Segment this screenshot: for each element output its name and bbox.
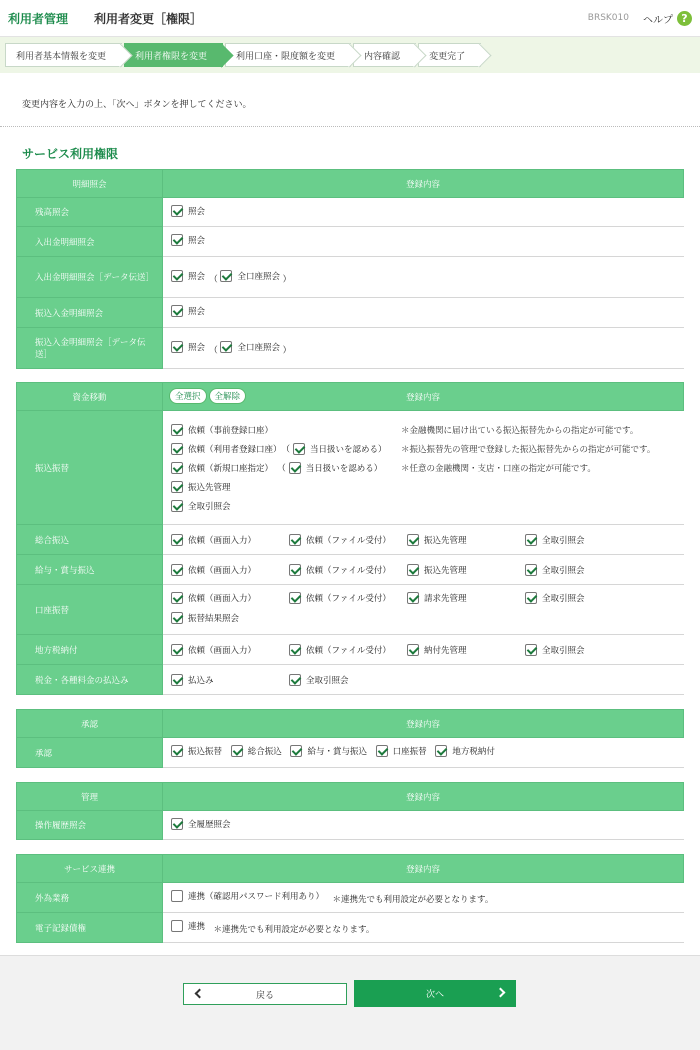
checkbox-icon[interactable] — [171, 818, 183, 830]
checkbox-item[interactable] — [289, 592, 407, 604]
checkbox-icon[interactable] — [171, 270, 183, 282]
checkbox-icon[interactable] — [289, 534, 301, 546]
checkbox-icon[interactable] — [171, 424, 183, 436]
checkbox-icon[interactable] — [171, 443, 183, 455]
checkbox-label: 依頼（ファイル受付） — [306, 594, 391, 604]
checkbox-item[interactable] — [525, 592, 643, 604]
help-icon[interactable]: ? — [677, 11, 692, 26]
row-label: 振込入金明細照会 — [17, 298, 163, 328]
checkbox-forex-coop[interactable] — [171, 890, 324, 902]
checkbox-label: 総合振込 — [247, 747, 282, 757]
checkbox-label: 依頼（事前登録口座） — [188, 425, 274, 436]
transfer-note: ＊金融機関に届け出ている振込振替先からの指定が可能です。 — [401, 425, 639, 436]
registration-header: 登録内容 — [163, 855, 684, 883]
checkbox-icon[interactable] — [171, 341, 183, 353]
row-label: 口座振替 — [17, 585, 163, 635]
checkbox-label: 振込先管理 — [188, 482, 231, 493]
row-label: 電子記録債権 — [17, 913, 163, 943]
checkbox-same-day[interactable] — [289, 462, 301, 474]
checkbox-item[interactable] — [171, 564, 289, 576]
checkbox-icon[interactable] — [525, 564, 537, 576]
checkbox-transfer-deposit-data-inquiry[interactable] — [171, 341, 205, 353]
page-title: 利用者変更［権限］ — [94, 11, 203, 26]
checkbox-label: 照会 — [188, 206, 206, 217]
checkbox-icon[interactable] — [525, 592, 537, 604]
checkbox-label: 照会 — [188, 236, 206, 246]
checkbox-item[interactable] — [171, 592, 289, 604]
checkbox-label: 振込先管理 — [424, 565, 467, 576]
section-title: サービス利用権限 — [22, 147, 119, 161]
page-header — [0, 0, 700, 37]
checkbox-icon[interactable] — [171, 612, 183, 624]
transfer-note: ＊振込振替先の管理で登録した振込振替先からの指定が可能です。 — [401, 444, 656, 455]
checkbox-icon[interactable] — [376, 745, 388, 757]
checkbox-label: 依頼（画面入力） — [188, 594, 257, 604]
instruction-text: 変更内容を入力の上、「次へ」ボタンを押してください。 — [0, 73, 700, 127]
checkbox-label: 当日扱いを認める — [310, 444, 379, 455]
registration-header-cell — [163, 383, 684, 411]
row-label: 操作履歴照会 — [17, 811, 163, 840]
checkbox-item[interactable] — [171, 674, 289, 686]
chevron-left-icon — [195, 989, 205, 999]
registration-header: 登録内容 — [163, 170, 684, 198]
checkbox-transfer-deposit-inquiry[interactable] — [171, 305, 205, 317]
help-link[interactable]: ヘルプ — [643, 14, 673, 26]
checkbox-label: 依頼（画面入力） — [188, 645, 257, 656]
inquiry-header: 明細照会 — [17, 170, 163, 198]
checkbox-icon[interactable] — [171, 462, 183, 474]
footer — [0, 955, 700, 1050]
progress-steps — [0, 37, 700, 73]
registration-header: 登録内容 — [163, 710, 684, 738]
checkbox-icon[interactable] — [171, 205, 183, 217]
checkbox-label: 給与・賞与振込 — [307, 747, 367, 757]
section-name: 利用者管理 — [8, 11, 69, 26]
checkbox-item[interactable] — [407, 592, 525, 604]
checkbox-icon[interactable] — [171, 592, 183, 604]
checkbox-icon[interactable] — [407, 564, 419, 576]
step-4: 内容確認 — [353, 43, 416, 67]
checkbox-label: 依頼（ファイル受付） — [306, 645, 391, 656]
coop-note: ＊連携先でも利用設定が必要となります。 — [332, 895, 494, 905]
funds-table — [16, 382, 684, 695]
checkbox-label: 連携 — [188, 922, 206, 932]
checkbox-item[interactable] — [289, 534, 407, 546]
next-button[interactable] — [354, 980, 516, 1007]
row-label: 承認 — [17, 738, 163, 768]
checkbox-all-history[interactable] — [171, 818, 231, 830]
checkbox-item[interactable] — [289, 674, 407, 686]
row-label: 振込入金明細照会［データ伝送］ — [17, 328, 163, 369]
chevron-right-icon — [496, 988, 506, 998]
checkbox-icon[interactable] — [525, 534, 537, 546]
checkbox-all-transactions[interactable] — [171, 500, 231, 512]
checkbox-label: 振込振替 — [188, 747, 223, 757]
checkbox-balance-inquiry[interactable] — [171, 205, 205, 217]
step-2-active: 利用者権限を変更 — [124, 43, 223, 67]
checkbox-item[interactable] — [407, 644, 525, 656]
checkbox-item[interactable] — [435, 745, 495, 757]
service-coop-table — [16, 854, 684, 943]
checkbox-item[interactable] — [290, 745, 367, 757]
registration-header: 登録内容 — [163, 783, 684, 811]
checkbox-icon[interactable] — [525, 644, 537, 656]
row-label: 地方税納付 — [17, 635, 163, 665]
checkbox-icon[interactable] — [289, 644, 301, 656]
checkbox-label: 全口座照会 — [237, 342, 280, 353]
checkbox-item[interactable] — [289, 564, 407, 576]
checkbox-item[interactable] — [407, 534, 525, 546]
checkbox-icon[interactable] — [171, 305, 183, 317]
checkbox-label: 依頼（新規口座指定） — [188, 463, 274, 474]
checkbox-label: 振替結果照会 — [188, 613, 240, 624]
coop-header: サービス連携 — [17, 855, 163, 883]
checkbox-icon[interactable] — [171, 745, 183, 757]
checkbox-icon[interactable] — [171, 481, 183, 493]
checkbox-label: 全取引照会 — [542, 565, 585, 576]
checkbox-erecord-coop[interactable] — [171, 920, 205, 932]
checkbox-transfer-preregistered[interactable] — [171, 424, 401, 436]
checkbox-label: 依頼（利用者登録口座） — [188, 444, 282, 455]
checkbox-item[interactable] — [171, 745, 222, 757]
checkbox-label: 地方税納付 — [452, 747, 495, 757]
screen-code: BRSK010 — [587, 13, 629, 23]
checkbox-label: 全履歴照会 — [188, 819, 231, 830]
checkbox-label: 全取引照会 — [542, 594, 585, 604]
checkbox-item[interactable] — [525, 564, 643, 576]
checkbox-label: 依頼（ファイル受付） — [306, 535, 391, 546]
checkbox-icon[interactable] — [231, 745, 243, 757]
checkbox-label: 連携（確認用パスワード利用あり） — [188, 892, 325, 902]
checkbox-deposit-data-inquiry[interactable] — [171, 270, 205, 282]
checkbox-icon[interactable] — [171, 534, 183, 546]
clear-all-button[interactable]: 全解除 — [209, 388, 247, 404]
checkbox-item[interactable] — [525, 644, 643, 656]
step-1: 利用者基本情報を変更 — [5, 43, 122, 67]
checkbox-item[interactable] — [525, 534, 643, 546]
checkbox-transfer-user-registered[interactable]: 依頼（利用者登録口座） （ 当日扱いを認める ） — [171, 443, 401, 455]
row-label: 総合振込 — [17, 525, 163, 555]
checkbox-label: 払込み — [188, 675, 214, 686]
checkbox-label: 全取引照会 — [542, 535, 585, 546]
checkbox-icon[interactable] — [171, 234, 183, 246]
checkbox-icon[interactable] — [290, 745, 302, 757]
checkbox-label: 全取引照会 — [188, 501, 231, 512]
checkbox-icon[interactable] — [171, 644, 183, 656]
checkbox-label: 依頼（ファイル受付） — [306, 565, 391, 576]
select-all-button[interactable]: 全選択 — [169, 388, 207, 404]
checkbox-item[interactable] — [231, 745, 282, 757]
checkbox-label: 口座振替 — [392, 747, 427, 757]
checkbox-icon[interactable] — [220, 270, 232, 282]
checkbox-item[interactable] — [171, 644, 289, 656]
checkbox-item[interactable] — [171, 534, 289, 546]
checkbox-label: 依頼（画面入力） — [188, 565, 257, 576]
checkbox-label: 照会 — [188, 342, 206, 353]
row-label: 入出金明細照会 — [17, 227, 163, 257]
checkbox-same-day[interactable] — [293, 443, 305, 455]
row-label: 給与・賞与振込 — [17, 555, 163, 585]
checkbox-all-accounts[interactable] — [220, 341, 280, 353]
management-table — [16, 782, 684, 840]
checkbox-label: 全口座照会 — [237, 271, 280, 282]
checkbox-icon[interactable] — [220, 341, 232, 353]
checkbox-icon[interactable] — [289, 592, 301, 604]
checkbox-icon[interactable] — [289, 674, 301, 686]
checkbox-label: 当日扱いを認める — [305, 463, 374, 474]
checkbox-transfer-new-account[interactable]: 依頼（新規口座指定） （ 当日扱いを認める ） — [171, 462, 401, 474]
checkbox-label: 全取引照会 — [306, 675, 349, 686]
checkbox-icon[interactable] — [407, 592, 419, 604]
back-button-label: 戻る — [255, 990, 274, 1001]
row-label: 入出金明細照会［データ伝送］ — [17, 257, 163, 298]
checkbox-label: 請求先管理 — [424, 594, 467, 604]
row-label: 振込振替 — [17, 411, 163, 525]
checkbox-label: 照会 — [188, 307, 206, 317]
checkbox-icon[interactable] — [407, 534, 419, 546]
checkbox-label: 全取引照会 — [542, 645, 585, 656]
management-header: 管理 — [17, 783, 163, 811]
row-label: 外為業務 — [17, 883, 163, 913]
checkbox-icon[interactable] — [171, 920, 183, 932]
checkbox-icon[interactable] — [435, 745, 447, 757]
row-label: 残高照会 — [17, 198, 163, 227]
checkbox-label: 納付先管理 — [424, 645, 467, 656]
checkbox-all-accounts[interactable] — [220, 270, 280, 282]
back-button[interactable] — [183, 983, 347, 1005]
checkbox-item[interactable] — [289, 644, 407, 656]
row-label: 税金・各種料金の払込み — [17, 665, 163, 695]
inquiry-table: 明細照会 登録内容 残高照会 照会 入出金明細照会 照会 入出金明細照会［データ伝送］ 照会 （ 全口座照会 ） 振込入金明細照会 照会 振込入金明細照会［データ伝送］ 照会 （ 全口座照会 ） — [16, 169, 684, 369]
checkbox-icon[interactable] — [171, 674, 183, 686]
checkbox-item[interactable] — [407, 564, 525, 576]
checkbox-label: 照会 — [188, 271, 206, 282]
transfer-note: ＊任意の金融機関・支店・口座の指定が可能です。 — [401, 463, 596, 474]
checkbox-payee-management[interactable] — [171, 481, 231, 493]
checkbox-icon[interactable] — [289, 564, 301, 576]
checkbox-label: 振込先管理 — [424, 535, 467, 546]
funds-header: 資金移動 — [17, 383, 163, 411]
checkbox-item[interactable] — [171, 612, 239, 624]
checkbox-icon[interactable] — [407, 644, 419, 656]
checkbox-deposit-inquiry[interactable] — [171, 234, 205, 246]
step-5: 変更完了 — [418, 43, 481, 67]
checkbox-icon[interactable] — [171, 564, 183, 576]
checkbox-label: 依頼（画面入力） — [188, 535, 257, 546]
checkbox-item[interactable] — [376, 745, 427, 757]
registration-header: 登録内容 — [405, 392, 440, 403]
checkbox-icon[interactable] — [171, 890, 183, 902]
approval-table — [16, 709, 684, 768]
next-button-label: 次へ — [425, 990, 444, 1000]
checkbox-icon[interactable] — [171, 500, 183, 512]
approval-header: 承認 — [17, 710, 163, 738]
step-3: 利用口座・限度額を変更 — [225, 43, 351, 67]
coop-note: ＊連携先でも利用設定が必要となります。 — [213, 925, 375, 935]
